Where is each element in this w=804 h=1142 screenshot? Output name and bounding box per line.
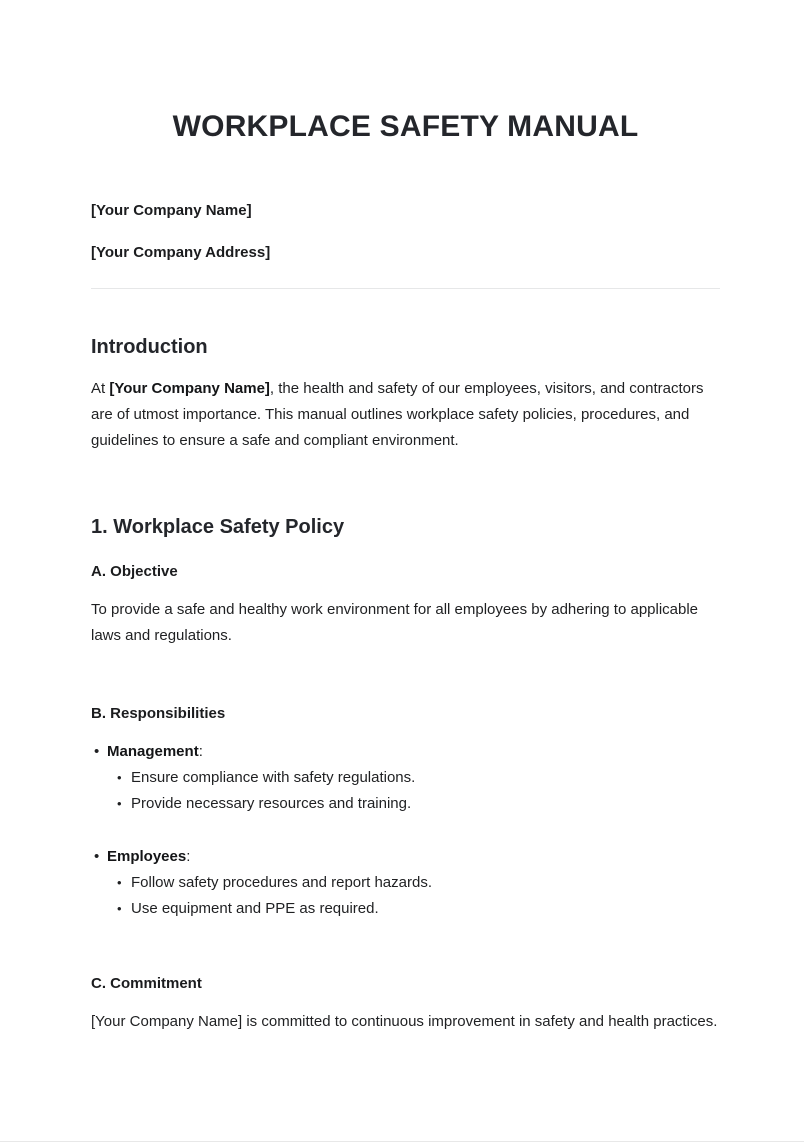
group-label-suffix: :: [198, 742, 203, 760]
list-item: • Ensure compliance with safety regulations.: [115, 765, 720, 791]
responsibility-sublist: [91, 870, 720, 922]
introduction-paragraph: [91, 376, 720, 454]
spacer: [91, 582, 720, 597]
list-item: [91, 844, 720, 922]
page-title: WORKPLACE SAFETY MANUAL: [172, 110, 639, 143]
introduction-paragraph-rest: , the health and safety of our employees, visitors, and contractors are of utmost importance. This manual outlines workplace safety policies, procedures, and guidelines to ensure a safe and compliant environment.: [91, 380, 704, 449]
commitment-paragraph: [Your Company Name] is committed to continuous improvement in safety and health practices.: [91, 1012, 718, 1030]
list-item: [91, 739, 720, 817]
group-label-text: Management: [107, 742, 199, 760]
responsibility-group-label: [91, 844, 720, 870]
document-content: [91, 0, 720, 1035]
group-label-suffix: :: [186, 847, 191, 865]
introduction-paragraph-prefix: At: [91, 380, 110, 397]
spacer: [91, 994, 720, 1009]
spacer: [91, 725, 720, 739]
list-item: • Follow safety procedures and report hazards.: [115, 870, 720, 896]
commitment-heading: C. Commitment: [91, 974, 202, 992]
spacer: [91, 360, 720, 376]
spacer: [91, 922, 720, 974]
company-address: [Your Company Address]: [91, 244, 271, 262]
responsibility-sublist: [91, 765, 720, 817]
spacer: [91, 540, 720, 562]
list-item: • Provide necessary resources and training.: [115, 791, 720, 817]
list-item: • Use equipment and PPE as required.: [115, 896, 720, 922]
responsibility-group-label: [91, 739, 720, 765]
introduction-heading: Introduction: [91, 336, 208, 358]
section-1-heading: 1. Workplace Safety Policy: [91, 516, 345, 538]
objective-heading: A. Objective: [91, 563, 178, 580]
spacer: [91, 454, 720, 514]
company-name: [Your Company Name]: [91, 201, 252, 219]
responsibilities-list: [91, 739, 720, 922]
objective-paragraph: To provide a safe and healthy work environment for all employees by adhering to applicable laws and regulations.: [91, 601, 699, 645]
company-block: [91, 200, 720, 265]
group-label-text: Employees: [107, 847, 187, 865]
introduction-company-name: [Your Company Name]: [109, 380, 270, 397]
spacer: [91, 289, 720, 334]
spacer: [91, 649, 720, 704]
responsibilities-heading: B. Responsibilities: [91, 705, 226, 723]
